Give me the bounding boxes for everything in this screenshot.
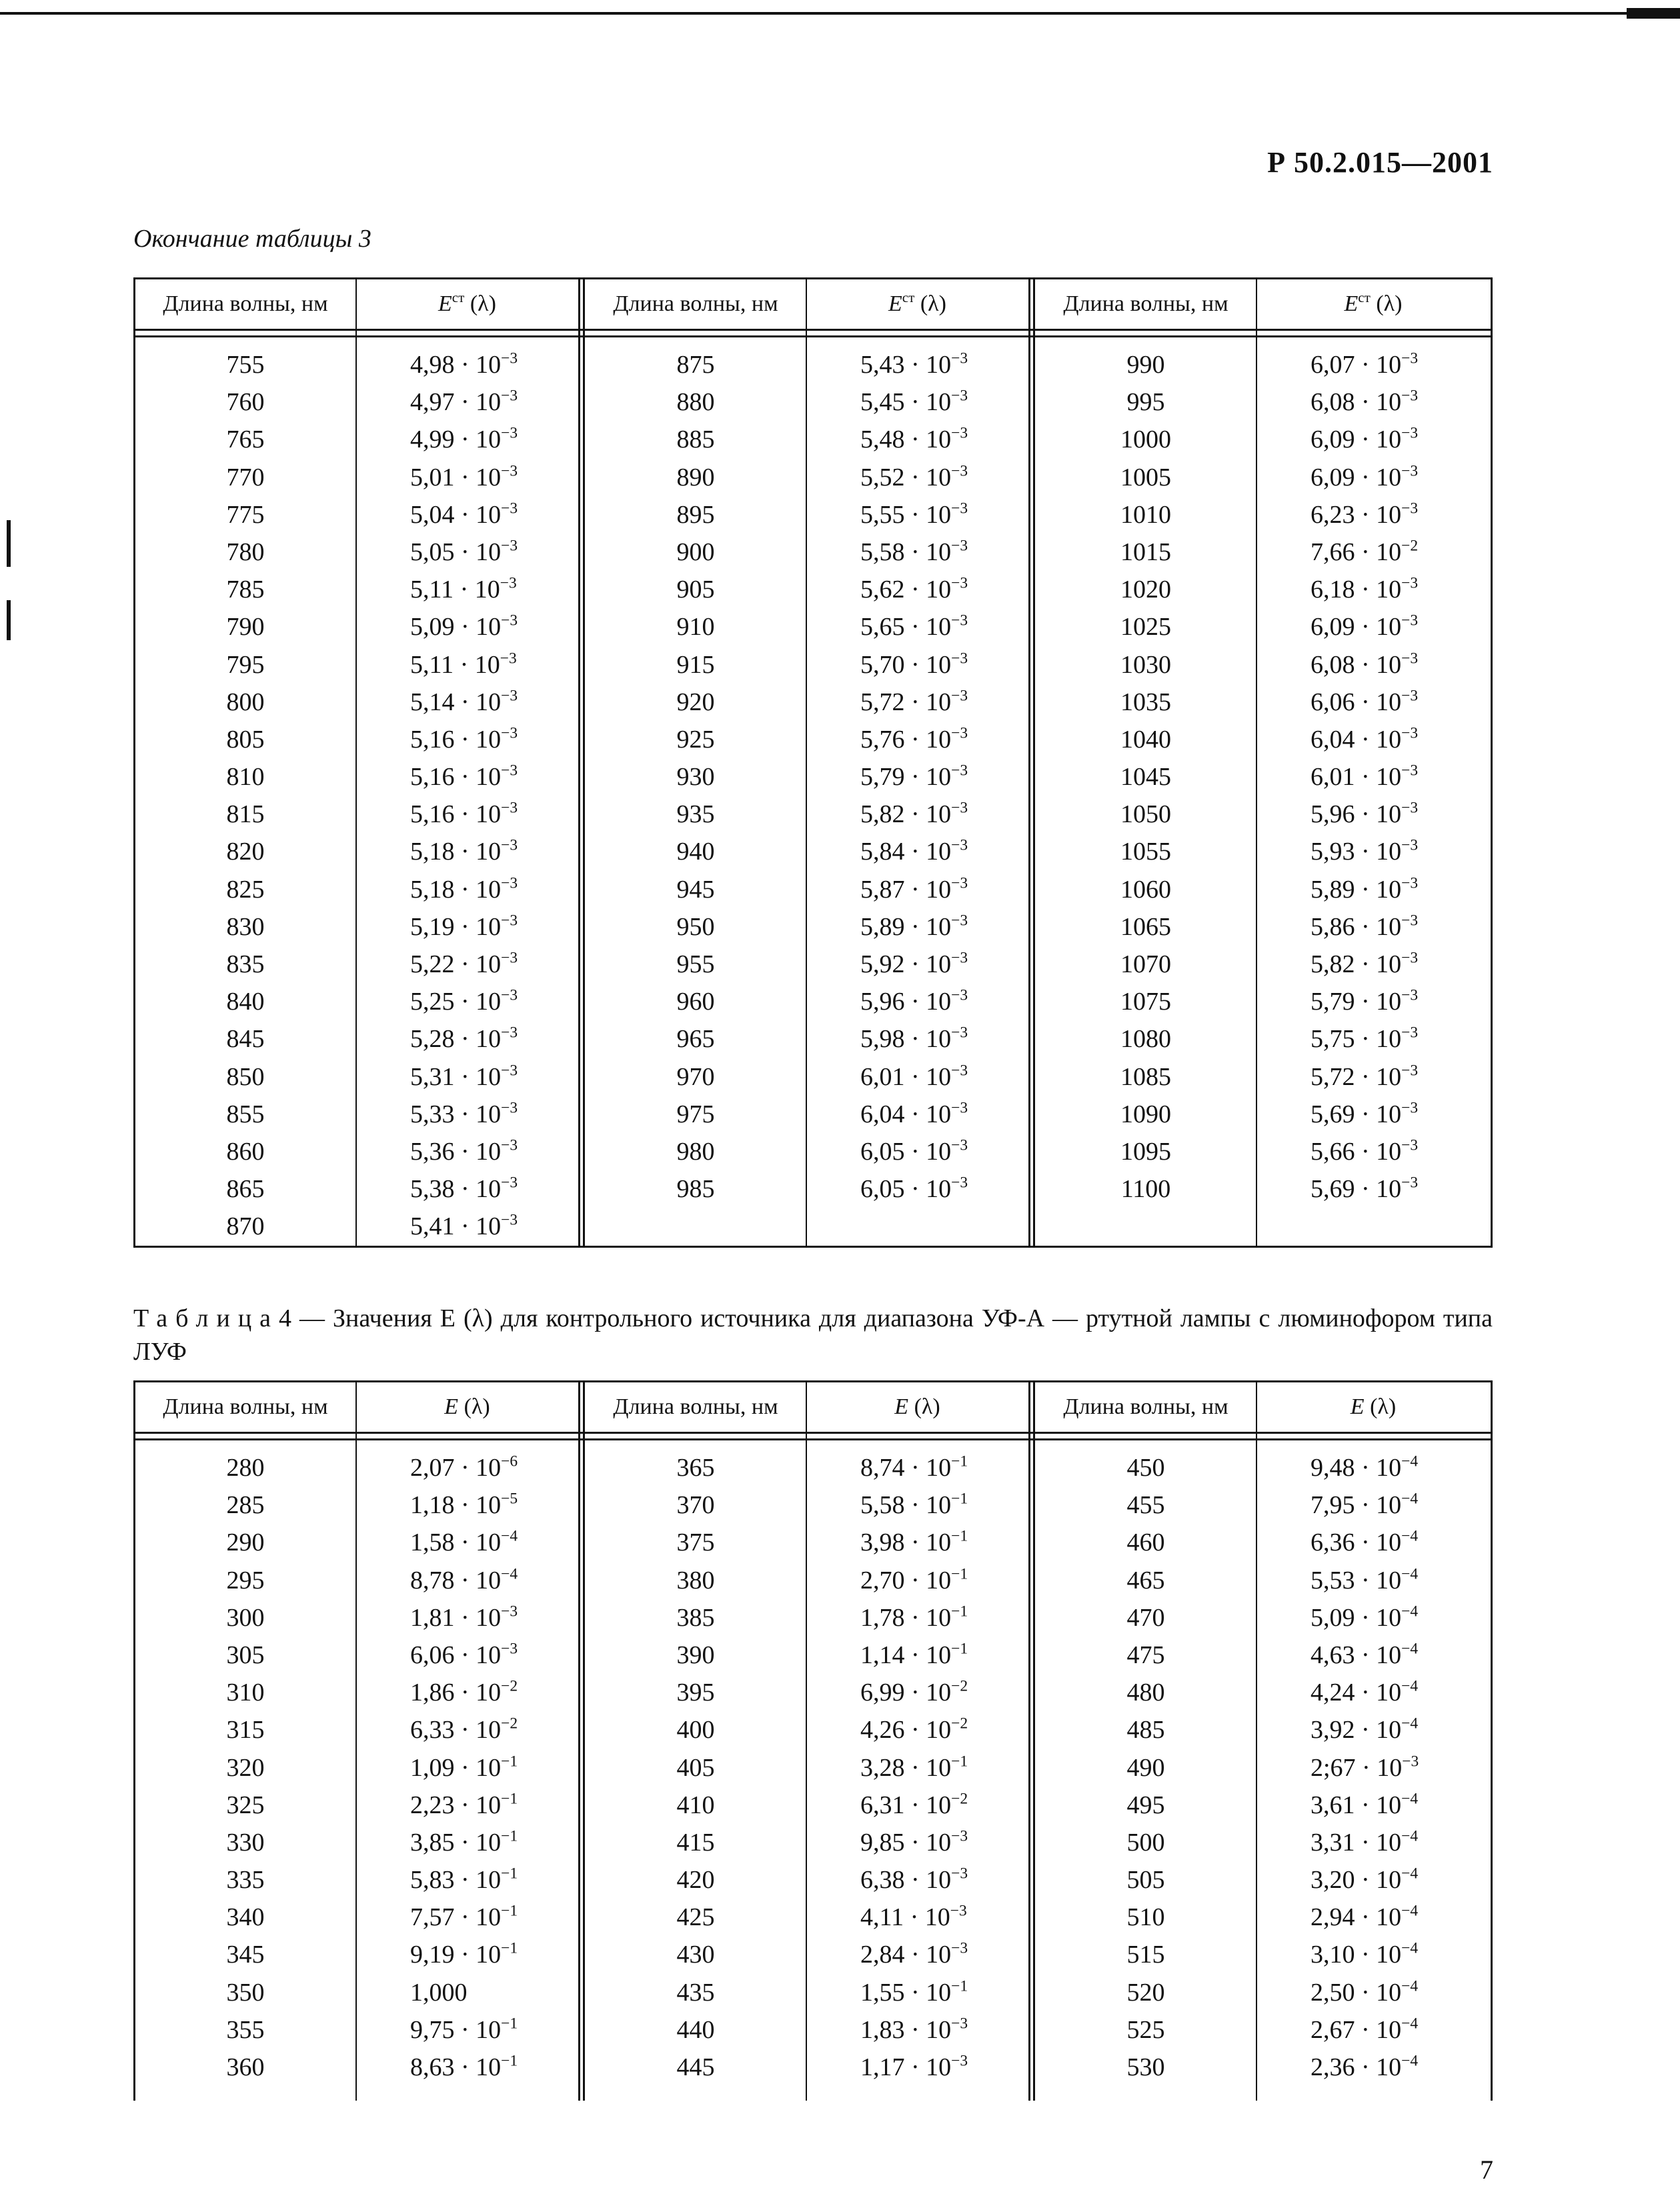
- wavelength-cell: 500: [1126, 1828, 1165, 1857]
- value-cell: $5,31 \cdot 10^{-3}$: [410, 1061, 518, 1091]
- table3-value-column: [806, 346, 1029, 1208]
- table3-caption: Окончание таблицы 3: [133, 225, 371, 253]
- wavelength-cell: 860: [226, 1137, 265, 1166]
- value-cell: $6,06 \cdot 10^{-3}$: [410, 1640, 518, 1669]
- wavelength-cell: 1020: [1120, 576, 1171, 604]
- wavelength-cell: 940: [676, 838, 715, 866]
- wavelength-cell: 1040: [1120, 725, 1171, 754]
- wavelength-cell: 380: [676, 1566, 715, 1594]
- value-cell: $7,66 \cdot 10^{-2}$: [1311, 537, 1419, 566]
- value-cell: $6,06 \cdot 10^{-3}$: [1311, 687, 1419, 716]
- value-cell: $5,16 \cdot 10^{-3}$: [410, 724, 518, 754]
- value-cell: $5,45 \cdot 10^{-3}$: [860, 387, 968, 417]
- value-cell: $6,18 \cdot 10^{-3}$: [1311, 574, 1419, 604]
- wavelength-cell: 920: [676, 688, 715, 716]
- wavelength-cell: 370: [676, 1491, 715, 1520]
- wavelength-cell: 285: [226, 1491, 265, 1520]
- value-cell: $5,58 \cdot 10^{-3}$: [860, 537, 968, 566]
- value-cell: $5,48 \cdot 10^{-3}$: [860, 424, 968, 454]
- value-cell: $5,84 \cdot 10^{-3}$: [860, 836, 968, 866]
- wavelength-cell: 1095: [1120, 1137, 1171, 1166]
- value-cell: $3,98 \cdot 10^{-1}$: [860, 1527, 968, 1557]
- value-cell: $6,08 \cdot 10^{-3}$: [1311, 649, 1419, 679]
- table3-column-divider: [1028, 279, 1035, 1246]
- table4-column-header: E (λ): [444, 1394, 490, 1419]
- wavelength-cell: 525: [1126, 2015, 1165, 2044]
- wavelength-cell: 290: [226, 1528, 265, 1557]
- value-cell: $6,05 \cdot 10^{-3}$: [860, 1174, 968, 1204]
- wavelength-cell: 520: [1126, 1978, 1165, 2007]
- wavelength-cell: 325: [226, 1791, 265, 1819]
- value-cell: $5,72 \cdot 10^{-3}$: [1311, 1061, 1419, 1091]
- table4-wavelength-column: [135, 1449, 355, 2086]
- value-cell: $6,99 \cdot 10^{-2}$: [860, 1677, 968, 1707]
- wavelength-cell: 530: [1126, 2053, 1165, 2081]
- table3-column-header: $E^{ст}$ (λ): [888, 289, 946, 316]
- value-cell: $8,78 \cdot 10^{-4}$: [410, 1564, 518, 1594]
- value-cell: $2,23 \cdot 10^{-1}$: [410, 1790, 518, 1819]
- wavelength-cell: 880: [676, 388, 715, 417]
- wavelength-cell: 935: [676, 800, 715, 829]
- value-cell: $3,85 \cdot 10^{-1}$: [410, 1827, 518, 1857]
- value-cell: $1,09 \cdot 10^{-1}$: [410, 1752, 518, 1782]
- wavelength-cell: 480: [1126, 1679, 1165, 1707]
- value-cell: $5,11 \cdot 10^{-3}$: [410, 574, 517, 604]
- value-cell: $1,58 \cdot 10^{-4}$: [410, 1527, 518, 1557]
- wavelength-cell: 360: [226, 2053, 265, 2081]
- wavelength-cell: 925: [676, 725, 715, 754]
- value-cell: $5,55 \cdot 10^{-3}$: [860, 499, 968, 529]
- value-cell: $5,58 \cdot 10^{-1}$: [860, 1490, 968, 1520]
- value-cell: $5,28 \cdot 10^{-3}$: [410, 1024, 518, 1054]
- value-cell: $5,69 \cdot 10^{-3}$: [1311, 1174, 1419, 1204]
- wavelength-cell: 885: [676, 425, 715, 454]
- table3-column-header: $E^{ст}$ (λ): [438, 289, 496, 316]
- wavelength-cell: 440: [676, 2015, 715, 2044]
- table4-column-header: E (λ): [894, 1394, 940, 1419]
- value-cell: $9,85 \cdot 10^{-3}$: [860, 1827, 968, 1857]
- value-cell: $5,69 \cdot 10^{-3}$: [1311, 1099, 1419, 1128]
- wavelength-cell: 930: [676, 763, 715, 792]
- wavelength-cell: 1005: [1120, 463, 1171, 491]
- value-cell: $8,63 \cdot 10^{-1}$: [410, 2052, 518, 2081]
- value-cell: 1,000: [410, 1978, 468, 2007]
- wavelength-cell: 320: [226, 1753, 265, 1782]
- table4-column-divider: [578, 1382, 585, 2101]
- wavelength-cell: 850: [226, 1062, 265, 1091]
- wavelength-cell: 960: [676, 988, 715, 1016]
- wavelength-cell: 1090: [1120, 1100, 1171, 1128]
- table4-column-header: Длина волны, нм: [613, 1394, 778, 1419]
- value-cell: $6,04 \cdot 10^{-3}$: [1311, 724, 1419, 754]
- table4-value-column: [806, 1449, 1029, 2086]
- wavelength-cell: 340: [226, 1903, 265, 1932]
- table4-column-divider: [1028, 1382, 1035, 2101]
- wavelength-cell: 335: [226, 1866, 265, 1895]
- wavelength-cell: 875: [676, 351, 715, 379]
- value-cell: $6,08 \cdot 10^{-3}$: [1311, 387, 1419, 417]
- wavelength-cell: 905: [676, 576, 715, 604]
- value-cell: $5,66 \cdot 10^{-3}$: [1311, 1136, 1419, 1166]
- wavelength-cell: 495: [1126, 1791, 1165, 1819]
- wavelength-cell: 830: [226, 912, 265, 941]
- wavelength-cell: 345: [226, 1941, 265, 1969]
- wavelength-cell: 350: [226, 1978, 265, 2007]
- wavelength-cell: 1060: [1120, 875, 1171, 904]
- wavelength-cell: 775: [226, 500, 265, 529]
- margin-mark: [7, 600, 11, 640]
- wavelength-cell: 385: [676, 1603, 715, 1632]
- value-cell: $5,76 \cdot 10^{-3}$: [860, 724, 968, 754]
- wavelength-cell: 950: [676, 912, 715, 941]
- value-cell: $5,96 \cdot 10^{-3}$: [1311, 799, 1419, 829]
- wavelength-cell: 505: [1126, 1866, 1165, 1895]
- value-cell: $6,09 \cdot 10^{-3}$: [1311, 612, 1419, 642]
- wavelength-cell: 755: [226, 351, 265, 379]
- value-cell: $5,04 \cdot 10^{-3}$: [410, 499, 518, 529]
- value-cell: $3,31 \cdot 10^{-4}$: [1311, 1827, 1419, 1857]
- wavelength-cell: 470: [1126, 1603, 1165, 1632]
- wavelength-cell: 375: [676, 1528, 715, 1557]
- value-cell: $1,83 \cdot 10^{-3}$: [860, 2015, 968, 2044]
- value-cell: $2,94 \cdot 10^{-4}$: [1311, 1902, 1419, 1932]
- value-cell: $5,43 \cdot 10^{-3}$: [860, 349, 968, 379]
- wavelength-cell: 310: [226, 1679, 265, 1707]
- wavelength-cell: 355: [226, 2015, 265, 2044]
- wavelength-cell: 790: [226, 613, 265, 642]
- value-cell: $5,92 \cdot 10^{-3}$: [860, 949, 968, 978]
- value-cell: $5,82 \cdot 10^{-3}$: [1311, 949, 1419, 978]
- wavelength-cell: 815: [226, 800, 265, 829]
- table4-column-header: E (λ): [1350, 1394, 1397, 1419]
- table3-column-header: $E^{ст}$ (λ): [1344, 289, 1403, 316]
- table3-column-header: Длина волны, нм: [613, 291, 778, 316]
- wavelength-cell: 1070: [1120, 950, 1171, 978]
- wavelength-cell: 965: [676, 1025, 715, 1054]
- table3-wavelength-column: [1036, 346, 1256, 1208]
- table3-wavelength-column: [586, 346, 806, 1208]
- wavelength-cell: 915: [676, 650, 715, 679]
- wavelength-cell: 295: [226, 1566, 265, 1594]
- value-cell: $5,96 \cdot 10^{-3}$: [860, 986, 968, 1016]
- wavelength-cell: 390: [676, 1640, 715, 1669]
- wavelength-cell: 1065: [1120, 912, 1171, 941]
- wavelength-cell: 995: [1126, 388, 1165, 417]
- wavelength-cell: 1085: [1120, 1062, 1171, 1091]
- wavelength-cell: 1010: [1120, 500, 1171, 529]
- value-cell: $6,05 \cdot 10^{-3}$: [860, 1136, 968, 1166]
- wavelength-cell: 785: [226, 576, 265, 604]
- value-cell: $5,38 \cdot 10^{-3}$: [410, 1174, 518, 1204]
- wavelength-cell: 1055: [1120, 838, 1171, 866]
- value-cell: $5,87 \cdot 10^{-3}$: [860, 874, 968, 904]
- table3-column-header: Длина волны, нм: [1063, 291, 1228, 316]
- table4-column-header: Длина волны, нм: [1063, 1394, 1228, 1419]
- wavelength-cell: 485: [1126, 1716, 1165, 1745]
- table3-value-column: [1256, 346, 1491, 1208]
- value-cell: $2,67 \cdot 10^{-4}$: [1311, 2015, 1419, 2044]
- wavelength-cell: 305: [226, 1640, 265, 1669]
- value-cell: $5,25 \cdot 10^{-3}$: [410, 986, 518, 1016]
- value-cell: $5,16 \cdot 10^{-3}$: [410, 799, 518, 829]
- wavelength-cell: 1050: [1120, 800, 1171, 829]
- wavelength-cell: 975: [676, 1100, 715, 1128]
- value-cell: $5,79 \cdot 10^{-3}$: [860, 762, 968, 792]
- value-cell: $5,82 \cdot 10^{-3}$: [860, 799, 968, 829]
- margin-mark: [7, 520, 11, 567]
- value-cell: $6,04 \cdot 10^{-3}$: [860, 1099, 968, 1128]
- page-number: 7: [1480, 2155, 1493, 2185]
- wavelength-cell: 515: [1126, 1941, 1165, 1969]
- wavelength-cell: 900: [676, 537, 715, 566]
- value-cell: $9,48 \cdot 10^{-4}$: [1311, 1452, 1419, 1482]
- wavelength-cell: 1080: [1120, 1025, 1171, 1054]
- table3-value-column: [355, 346, 579, 1246]
- value-cell: $6,33 \cdot 10^{-2}$: [410, 1715, 518, 1745]
- value-cell: $2,36 \cdot 10^{-4}$: [1311, 2052, 1419, 2081]
- value-cell: $1,78 \cdot 10^{-1}$: [860, 1602, 968, 1632]
- wavelength-cell: 835: [226, 950, 265, 978]
- wavelength-cell: 405: [676, 1753, 715, 1782]
- value-cell: $6,23 \cdot 10^{-3}$: [1311, 499, 1419, 529]
- table3-column-header: Длина волны, нм: [163, 291, 328, 316]
- wavelength-cell: 955: [676, 950, 715, 978]
- wavelength-cell: 460: [1126, 1528, 1165, 1557]
- document-code: Р 50.2.015—2001: [1267, 146, 1493, 179]
- wavelength-cell: 365: [676, 1454, 715, 1482]
- wavelength-cell: 780: [226, 537, 265, 566]
- table4: [133, 1380, 1493, 2101]
- value-cell: $1,55 \cdot 10^{-1}$: [860, 1977, 968, 2007]
- value-cell: $5,52 \cdot 10^{-3}$: [860, 461, 968, 491]
- value-cell: $6,31 \cdot 10^{-2}$: [860, 1790, 968, 1819]
- value-cell: $3,20 \cdot 10^{-4}$: [1311, 1865, 1419, 1895]
- wavelength-cell: 945: [676, 875, 715, 904]
- wavelength-cell: 450: [1126, 1454, 1165, 1482]
- wavelength-cell: 770: [226, 463, 265, 491]
- wavelength-cell: 810: [226, 763, 265, 792]
- value-cell: $4,97 \cdot 10^{-3}$: [410, 387, 518, 417]
- value-cell: $5,89 \cdot 10^{-3}$: [1311, 874, 1419, 904]
- table4-wavelength-column: [1036, 1449, 1256, 2086]
- wavelength-cell: 865: [226, 1175, 265, 1204]
- value-cell: $9,75 \cdot 10^{-1}$: [410, 2015, 518, 2044]
- wavelength-cell: 890: [676, 463, 715, 491]
- value-cell: $5,70 \cdot 10^{-3}$: [860, 649, 968, 679]
- table4-caption-number: 4: [279, 1304, 292, 1332]
- wavelength-cell: 825: [226, 875, 265, 904]
- wavelength-cell: 330: [226, 1828, 265, 1857]
- value-cell: $5,65 \cdot 10^{-3}$: [860, 612, 968, 642]
- value-cell: $5,05 \cdot 10^{-3}$: [410, 537, 518, 566]
- value-cell: $1,14 \cdot 10^{-1}$: [860, 1640, 968, 1669]
- wavelength-cell: 430: [676, 1941, 715, 1969]
- wavelength-cell: 895: [676, 500, 715, 529]
- table3-header-separator: [135, 335, 1491, 337]
- wavelength-cell: 315: [226, 1716, 265, 1745]
- value-cell: $8,74 \cdot 10^{-1}$: [860, 1452, 968, 1482]
- value-cell: $5,01 \cdot 10^{-3}$: [410, 461, 518, 491]
- wavelength-cell: 1000: [1120, 425, 1171, 454]
- value-cell: $5,53 \cdot 10^{-4}$: [1311, 1564, 1419, 1594]
- value-cell: $5,83 \cdot 10^{-1}$: [410, 1865, 518, 1895]
- wavelength-cell: 425: [676, 1903, 715, 1932]
- value-cell: $1,17 \cdot 10^{-3}$: [860, 2052, 968, 2081]
- value-cell: $2,07 \cdot 10^{-6}$: [410, 1452, 518, 1482]
- wavelength-cell: 445: [676, 2053, 715, 2081]
- wavelength-cell: 475: [1126, 1640, 1165, 1669]
- value-cell: $5,98 \cdot 10^{-3}$: [860, 1024, 968, 1054]
- wavelength-cell: 970: [676, 1062, 715, 1091]
- value-cell: $5,16 \cdot 10^{-3}$: [410, 762, 518, 792]
- value-cell: $1,18 \cdot 10^{-5}$: [410, 1490, 518, 1520]
- value-cell: $5,19 \cdot 10^{-3}$: [410, 912, 518, 941]
- value-cell: $3,61 \cdot 10^{-4}$: [1311, 1790, 1419, 1819]
- value-cell: $5,93 \cdot 10^{-3}$: [1311, 836, 1419, 866]
- table4-header-separator: [135, 1438, 1491, 1440]
- value-cell: $2,50 \cdot 10^{-4}$: [1311, 1977, 1419, 2007]
- value-cell: $9,19 \cdot 10^{-1}$: [410, 1939, 518, 1969]
- wavelength-cell: 760: [226, 388, 265, 417]
- table4-caption-label: Таблица: [133, 1304, 279, 1332]
- wavelength-cell: 795: [226, 650, 265, 679]
- value-cell: $6,38 \cdot 10^{-3}$: [860, 1865, 968, 1895]
- value-cell: $5,09 \cdot 10^{-3}$: [410, 612, 518, 642]
- value-cell: $1,81 \cdot 10^{-3}$: [410, 1602, 518, 1632]
- value-cell: 2;67 · $10^{-3}$: [1311, 1752, 1419, 1782]
- wavelength-cell: 855: [226, 1100, 265, 1128]
- wavelength-cell: 845: [226, 1025, 265, 1054]
- value-cell: $5,18 \cdot 10^{-3}$: [410, 836, 518, 866]
- wavelength-cell: 805: [226, 725, 265, 754]
- wavelength-cell: 820: [226, 838, 265, 866]
- value-cell: $2,84 \cdot 10^{-3}$: [860, 1939, 968, 1969]
- wavelength-cell: 435: [676, 1978, 715, 2007]
- wavelength-cell: 1025: [1120, 613, 1171, 642]
- table3-column-divider: [578, 279, 585, 1246]
- table4-value-column: [355, 1449, 579, 2086]
- wavelength-cell: 400: [676, 1716, 715, 1745]
- table3: [133, 277, 1493, 1248]
- wavelength-cell: 1035: [1120, 688, 1171, 716]
- value-cell: $4,24 \cdot 10^{-4}$: [1311, 1677, 1419, 1707]
- value-cell: $6,01 \cdot 10^{-3}$: [860, 1061, 968, 1091]
- value-cell: $5,14 \cdot 10^{-3}$: [410, 687, 518, 716]
- value-cell: $3,10 \cdot 10^{-4}$: [1311, 1939, 1419, 1969]
- wavelength-cell: 1030: [1120, 650, 1171, 679]
- top-rule-tab: [1627, 8, 1680, 19]
- wavelength-cell: 420: [676, 1866, 715, 1895]
- value-cell: $3,92 \cdot 10^{-4}$: [1311, 1715, 1419, 1745]
- wavelength-cell: 455: [1126, 1491, 1165, 1520]
- value-cell: $2,70 \cdot 10^{-1}$: [860, 1564, 968, 1594]
- wavelength-cell: 510: [1126, 1903, 1165, 1932]
- value-cell: $6,07 \cdot 10^{-3}$: [1311, 349, 1419, 379]
- value-cell: $5,09 \cdot 10^{-4}$: [1311, 1602, 1419, 1632]
- table4-caption-text: — Значения E (λ) для контрольного источника для диапазона УФ-А — ртутной лампы с люминофором типа ЛУФ: [133, 1304, 1493, 1366]
- wavelength-cell: 395: [676, 1679, 715, 1707]
- wavelength-cell: 765: [226, 425, 265, 454]
- value-cell: $1,86 \cdot 10^{-2}$: [410, 1677, 518, 1707]
- value-cell: $7,95 \cdot 10^{-4}$: [1311, 1490, 1419, 1520]
- value-cell: $4,26 \cdot 10^{-2}$: [860, 1715, 968, 1745]
- value-cell: $5,36 \cdot 10^{-3}$: [410, 1136, 518, 1166]
- value-cell: $5,75 \cdot 10^{-3}$: [1311, 1024, 1419, 1054]
- wavelength-cell: 1100: [1120, 1175, 1171, 1204]
- value-cell: $4,99 \cdot 10^{-3}$: [410, 424, 518, 454]
- value-cell: $4,63 \cdot 10^{-4}$: [1311, 1640, 1419, 1669]
- value-cell: $5,86 \cdot 10^{-3}$: [1311, 912, 1419, 941]
- wavelength-cell: 800: [226, 688, 265, 716]
- value-cell: $4,98 \cdot 10^{-3}$: [410, 349, 518, 379]
- value-cell: $3,28 \cdot 10^{-1}$: [860, 1752, 968, 1782]
- wavelength-cell: 1015: [1120, 537, 1171, 566]
- wavelength-cell: 980: [676, 1137, 715, 1166]
- value-cell: $5,41 \cdot 10^{-3}$: [410, 1211, 518, 1241]
- wavelength-cell: 910: [676, 613, 715, 642]
- value-cell: $5,11 \cdot 10^{-3}$: [410, 649, 517, 679]
- table4-caption: [133, 1302, 1493, 1368]
- table3-wavelength-column: [135, 346, 355, 1246]
- wavelength-cell: 300: [226, 1603, 265, 1632]
- wavelength-cell: 490: [1126, 1753, 1165, 1782]
- value-cell: $5,33 \cdot 10^{-3}$: [410, 1099, 518, 1128]
- wavelength-cell: 840: [226, 988, 265, 1016]
- wavelength-cell: 280: [226, 1454, 265, 1482]
- value-cell: $5,72 \cdot 10^{-3}$: [860, 687, 968, 716]
- wavelength-cell: 985: [676, 1175, 715, 1204]
- wavelength-cell: 1045: [1120, 763, 1171, 792]
- value-cell: $5,79 \cdot 10^{-3}$: [1311, 986, 1419, 1016]
- wavelength-cell: 870: [226, 1212, 265, 1241]
- value-cell: $5,89 \cdot 10^{-3}$: [860, 912, 968, 941]
- table4-wavelength-column: [586, 1449, 806, 2086]
- value-cell: $6,09 \cdot 10^{-3}$: [1311, 424, 1419, 454]
- value-cell: $6,09 \cdot 10^{-3}$: [1311, 461, 1419, 491]
- value-cell: $4,11 \cdot 10^{-3}$: [860, 1902, 967, 1932]
- table4-value-column: [1256, 1449, 1491, 2086]
- value-cell: $5,18 \cdot 10^{-3}$: [410, 874, 518, 904]
- table4-column-header: Длина волны, нм: [163, 1394, 328, 1419]
- top-rule: [0, 12, 1680, 15]
- value-cell: $6,36 \cdot 10^{-4}$: [1311, 1527, 1419, 1557]
- wavelength-cell: 410: [676, 1791, 715, 1819]
- wavelength-cell: 415: [676, 1828, 715, 1857]
- value-cell: $7,57 \cdot 10^{-1}$: [410, 1902, 518, 1932]
- wavelength-cell: 990: [1126, 351, 1165, 379]
- wavelength-cell: 465: [1126, 1566, 1165, 1594]
- value-cell: $5,22 \cdot 10^{-3}$: [410, 949, 518, 978]
- value-cell: $6,01 \cdot 10^{-3}$: [1311, 762, 1419, 792]
- value-cell: $5,62 \cdot 10^{-3}$: [860, 574, 968, 604]
- wavelength-cell: 1075: [1120, 988, 1171, 1016]
